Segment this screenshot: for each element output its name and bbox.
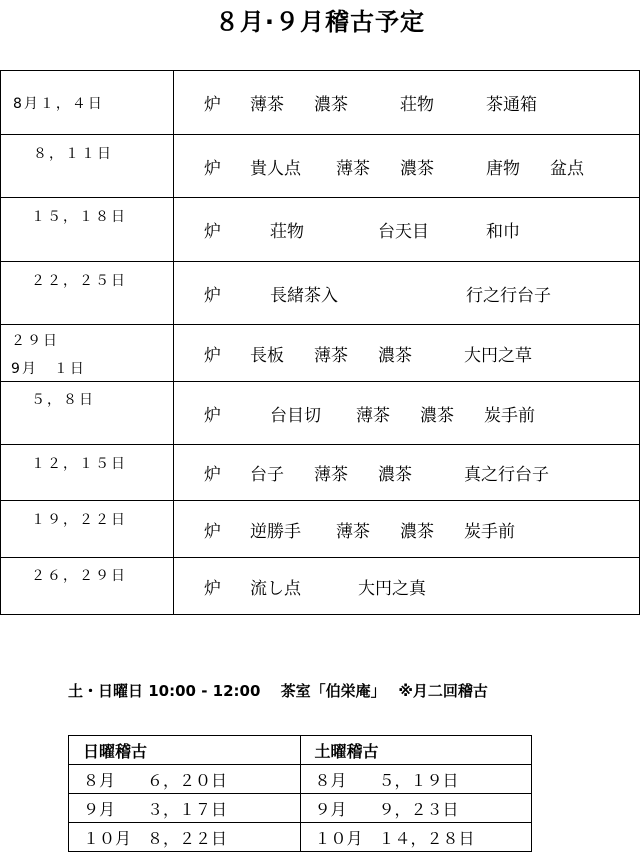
item-text: 濃茶 (378, 345, 412, 366)
saturday-dates: ８月 ５，１９日 (300, 765, 532, 794)
page-title: ８月·９月稽古予定 (214, 8, 426, 36)
table-header-row (69, 736, 532, 765)
content-cell (174, 382, 640, 445)
date-text: ２２，２５日 (31, 273, 127, 289)
item-text: 炉 (204, 405, 221, 426)
item-text: 炉 (204, 158, 221, 179)
item-text: 行之行台子 (466, 285, 551, 306)
table-row (1, 558, 640, 615)
item-text: 大円之真 (358, 578, 426, 599)
date-cell (1, 198, 174, 262)
item-text: 濃茶 (378, 465, 412, 485)
sunday-dates: ９月 ３，１７日 (69, 794, 301, 823)
item-text: 荘物 (270, 222, 304, 242)
table-row (1, 501, 640, 558)
item-text: 濃茶 (420, 405, 454, 426)
item-text: 濃茶 (400, 521, 434, 542)
item-text: 真之行台子 (464, 465, 549, 485)
date-cell (1, 135, 174, 198)
date-text: ５，８日 (31, 392, 95, 408)
item-text: 炭手前 (464, 521, 515, 542)
date-text: ８，１１日 (33, 146, 113, 162)
item-text: 炉 (204, 285, 221, 306)
date-cell (1, 382, 174, 445)
content-cell (174, 325, 640, 382)
saturday-dates: １０月 １４，２８日 (300, 823, 532, 852)
item-text: 大円之草 (464, 345, 532, 366)
item-text: 炉 (204, 345, 221, 366)
sunday-dates: １０月 ８，２２日 (69, 823, 301, 852)
item-text: 逆勝手 (250, 521, 301, 542)
item-text: 薄茶 (250, 95, 284, 115)
content-cell (174, 135, 640, 198)
sunday-header: 日曜稽古 (69, 736, 301, 765)
date-text: １９，２２日 (31, 512, 127, 528)
date-cell (1, 445, 174, 501)
item-text: 炭手前 (484, 405, 535, 426)
table-row (1, 262, 640, 325)
date-cell (1, 325, 174, 382)
content-cell (174, 558, 640, 615)
item-text: 台目切 (270, 405, 321, 426)
item-text: 炉 (204, 222, 221, 242)
item-text: 茶通箱 (486, 95, 537, 115)
saturday-header: 土曜稽古 (300, 736, 532, 765)
date-text: ２６，２９日 (31, 568, 127, 584)
table-row (1, 135, 640, 198)
item-text: 長板 (250, 345, 284, 366)
item-text: 炉 (204, 465, 221, 485)
item-text: 流し点 (250, 578, 301, 599)
date-text: １２，１５日 (31, 456, 127, 472)
content-cell (174, 262, 640, 325)
item-text: 薄茶 (336, 521, 370, 542)
item-text: 唐物 (486, 158, 520, 179)
item-text: 荘物 (400, 95, 434, 115)
content-cell (174, 71, 640, 135)
date-cell (1, 71, 174, 135)
date-cell (1, 558, 174, 615)
item-text: 薄茶 (314, 465, 348, 485)
date-text: 8月１，４日 (13, 96, 104, 112)
date-cell (1, 501, 174, 558)
weekend-practice-table (68, 735, 532, 852)
saturday-dates: ９月 ９，２３日 (300, 794, 532, 823)
item-text: 濃茶 (314, 95, 348, 115)
item-text: 長緒茶入 (270, 285, 338, 306)
item-text: 台天目 (378, 222, 429, 242)
table-row (1, 382, 640, 445)
item-text: 炉 (204, 95, 221, 115)
item-text: 盆点 (550, 158, 584, 179)
item-text: 薄茶 (356, 405, 390, 426)
item-text: 台子 (250, 465, 284, 485)
table-row (69, 794, 532, 823)
item-text: 炉 (204, 521, 221, 542)
date-text: 9月 １日 (11, 361, 86, 377)
item-text: 濃茶 (400, 158, 434, 179)
practice-schedule-table (0, 70, 640, 615)
table-row (1, 198, 640, 262)
table-row (69, 823, 532, 852)
table-row (1, 71, 640, 135)
content-cell (174, 445, 640, 501)
item-text: 薄茶 (314, 345, 348, 366)
item-text: 薄茶 (336, 158, 370, 179)
item-text: 和巾 (486, 222, 520, 242)
content-cell (174, 198, 640, 262)
table-row (1, 325, 640, 382)
date-text: ２９日 (11, 333, 59, 349)
practice-hours-note: 土・日曜日 10:00 - 12:00 茶室「伯栄庵」 ※月二回稽古 (68, 682, 488, 700)
item-text: 貴人点 (250, 158, 301, 179)
date-text: １５，１８日 (31, 209, 127, 225)
content-cell (174, 501, 640, 558)
item-text: 炉 (204, 578, 221, 599)
table-row (1, 445, 640, 501)
date-cell (1, 262, 174, 325)
sunday-dates: ８月 ６，２０日 (69, 765, 301, 794)
table-row (69, 765, 532, 794)
